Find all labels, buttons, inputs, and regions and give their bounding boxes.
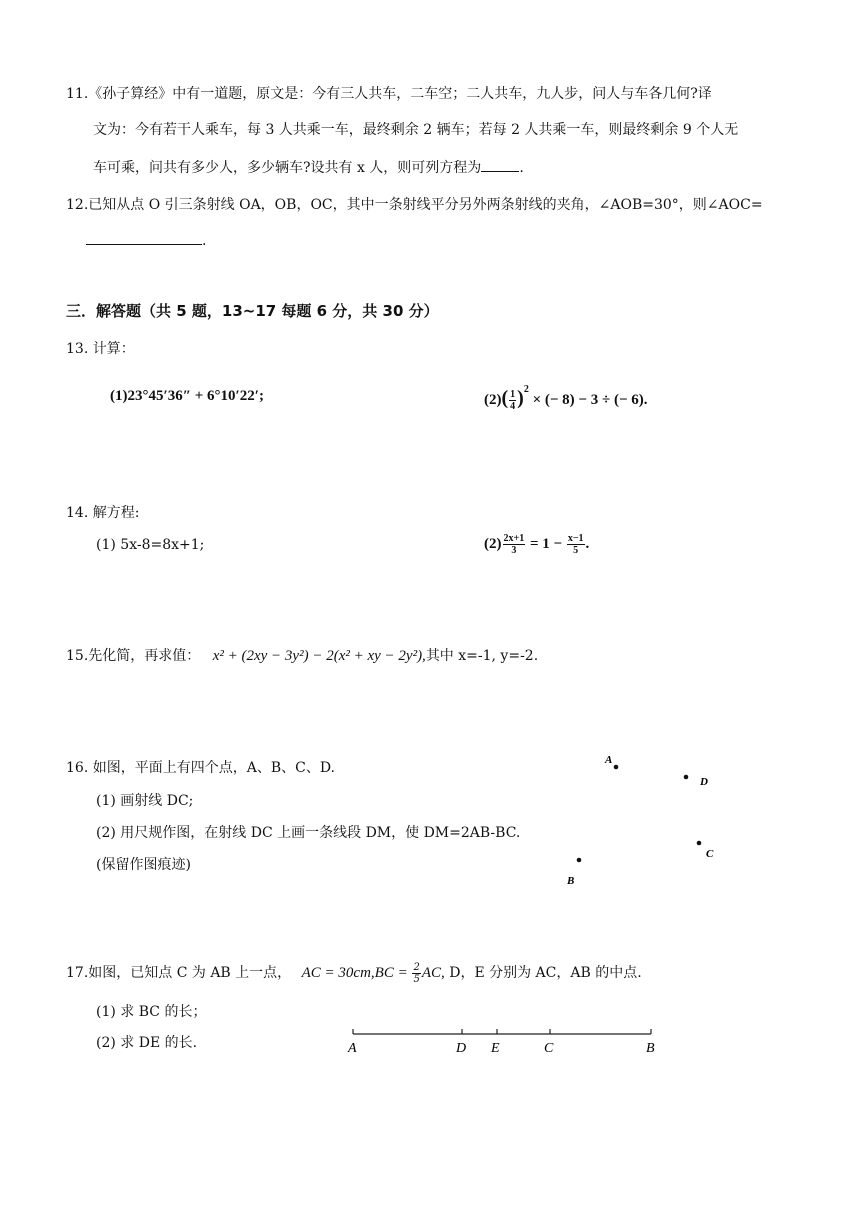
q14-frac2-num: x−1 (567, 533, 584, 545)
q17-frac-num: 2 (413, 961, 420, 973)
q13-part2-prefix: (2) (484, 392, 502, 408)
q11-answer-blank[interactable] (481, 157, 519, 172)
label-c: C (544, 1041, 554, 1056)
point-d-dot (684, 775, 689, 780)
q17-line1 (66, 960, 642, 986)
q13-part2 (484, 384, 648, 412)
q17-suffix: D，E 分别为 AC，AB 的中点. (444, 965, 642, 981)
q14-frac1-num: 2x+1 (503, 533, 525, 545)
q12-line2 (86, 230, 206, 250)
q11-line3-text: 车可乘，问共有多少人，多少辆车?设共有 x 人，则可列方程为 (93, 160, 482, 176)
q17-line3: (2) 求 DE 的长. (96, 1035, 198, 1051)
q12-line2-end: . (202, 233, 207, 249)
q13-frac-den: 4 (510, 401, 516, 413)
q14-end: . (585, 536, 590, 552)
q13-exponent: 2 (523, 384, 529, 395)
q15-expression: x² + (2xy − 3y²) − 2(x² + xy − 2y²), (212, 648, 426, 664)
point-a-label: A (605, 754, 613, 766)
q13-paren-close: ) (517, 387, 524, 409)
q13-paren-open: ( (501, 387, 509, 409)
q11-line3 (93, 157, 524, 177)
q11-line2: 文为：今有若干人乘车，每 3 人共乘一车，最终剩余 2 辆车；若每 2 人共乘一车，则最终剩余 9 个人无 (93, 122, 739, 138)
q17-segment-figure (340, 1022, 670, 1062)
q16-line3: (2) 用尺规作图，在射线 DC 上画一条线段 DM，使 DM=2AB-BC. (96, 825, 521, 841)
q17-frac-den: 5 (413, 973, 420, 985)
q13-part2-rest: × (− 8) − 3 ÷ (− 6). (528, 392, 648, 408)
q14-part1: (1) 5x-8=8x+1; (96, 537, 205, 553)
q14-part2 (484, 531, 589, 557)
q15-line (66, 647, 538, 665)
q14-frac1-den: 3 (511, 545, 517, 557)
q12-line1: 12.已知从点 O 引三条射线 OA，OB，OC，其中一条射线平分另外两条射线的夹角，∠AOB=30°，则∠AOC= (66, 197, 763, 213)
q13-part1: (1)23°45′36″ + 6°10′22′; (110, 388, 264, 404)
q16-points-figure (560, 745, 740, 890)
q14-fraction-right (567, 533, 585, 556)
label-d: D (456, 1041, 467, 1056)
q14-frac2-den: 5 (573, 545, 579, 557)
point-b-label: B (567, 875, 575, 887)
q15-suffix: 其中 x=-1, y=-2. (425, 648, 539, 664)
q14-equals: = 1 − (526, 536, 566, 552)
label-b: B (646, 1041, 655, 1056)
q12-answer-blank[interactable] (86, 230, 202, 245)
section-3-title: 三．解答题（共 5 题，13~17 每题 6 分，共 30 分） (66, 302, 439, 320)
q14-part2-prefix: (2) (484, 536, 502, 552)
q13-fraction (509, 389, 516, 412)
label-a: A (348, 1041, 357, 1056)
q14-label: 14. 解方程: (66, 505, 140, 521)
label-e: E (491, 1041, 500, 1056)
q15-prefix: 15.先化简，再求值： (66, 648, 201, 664)
q17-condition-b: AC, (421, 965, 445, 981)
point-a-dot (614, 765, 619, 770)
point-b-dot (577, 858, 582, 863)
q16-line1: 16. 如图，平面上有四个点，A、B、C、D. (66, 760, 336, 776)
q17-prefix: 17.如图，已知点 C 为 AB 上一点， (66, 965, 292, 981)
q14-fraction-left (503, 533, 526, 556)
q17-condition-a: AC = 30cm,BC = (301, 965, 412, 981)
point-c-label: C (706, 848, 714, 860)
point-d-label: D (700, 776, 708, 788)
q11-line1: 11.《孙子算经》中有一道题，原文是：今有三人共车，二车空；二人共车，九人步，问人与车各几何?译 (66, 86, 712, 102)
q16-line2: (1) 画射线 DC; (96, 793, 194, 809)
point-c-dot (697, 841, 702, 846)
q13-frac-num: 1 (510, 389, 516, 401)
q17-fraction (412, 962, 420, 985)
q13-label: 13. 计算： (66, 341, 135, 357)
q11-line3-end: . (519, 160, 524, 176)
q16-line4: (保留作图痕迹) (96, 857, 191, 873)
q17-line2: (1) 求 BC 的长； (96, 1004, 207, 1020)
